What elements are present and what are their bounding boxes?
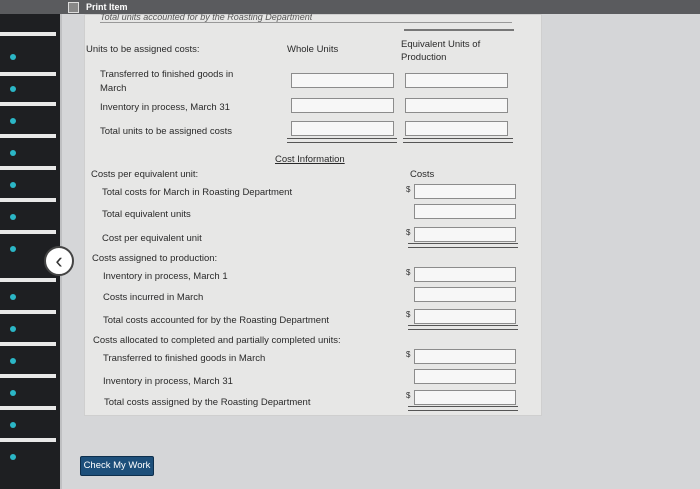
strip-mark	[0, 102, 56, 106]
whole-units-inventory-input[interactable]	[291, 98, 394, 113]
progress-dot	[10, 54, 16, 60]
costs-incurred-label: Costs incurred in March	[103, 292, 204, 303]
divider	[404, 29, 514, 31]
dollar-sign: $	[406, 185, 411, 194]
double-underline	[287, 138, 397, 143]
row-label-total-units: Total units to be assigned costs	[100, 126, 233, 137]
total-costs-march-label: Total costs for March in Roasting Department	[102, 187, 293, 198]
per-unit-heading: Costs per equivalent unit:	[91, 169, 199, 180]
whole-units-total-input[interactable]	[291, 121, 394, 136]
check-my-work-button[interactable]: Check My Work	[80, 456, 154, 476]
inventory-mar31-cost-input[interactable]	[414, 369, 516, 384]
progress-dot	[10, 86, 16, 92]
strip-mark	[0, 134, 56, 138]
progress-dot	[10, 422, 16, 428]
back-button[interactable]	[44, 246, 74, 276]
total-accounted-label: Total costs accounted for by the Roasting Department	[103, 315, 330, 326]
transferred-cost-label: Transferred to finished goods in March	[103, 353, 266, 364]
total-costs-march-input[interactable]	[414, 184, 516, 199]
allocated-heading: Costs allocated to completed and partially completed units:	[93, 335, 341, 346]
costs-header: Costs	[410, 169, 435, 180]
strip-mark	[0, 230, 56, 234]
equiv-units-transferred-input[interactable]	[405, 73, 508, 88]
inventory-mar1-input[interactable]	[414, 267, 516, 282]
transferred-cost-input[interactable]	[414, 349, 516, 364]
inventory-mar1-label: Inventory in process, March 1	[103, 271, 228, 282]
progress-dot	[10, 390, 16, 396]
costs-incurred-input[interactable]	[414, 287, 516, 302]
double-underline	[408, 406, 518, 411]
cost-info-title: Cost Information	[275, 154, 345, 165]
progress-dot	[10, 214, 16, 220]
whole-units-transferred-input[interactable]	[291, 73, 394, 88]
progress-dot	[10, 294, 16, 300]
dollar-sign: $	[406, 350, 411, 359]
chevron-left-icon: ‹	[55, 248, 63, 273]
progress-dot	[10, 326, 16, 332]
inventory-mar31-cost-label: Inventory in process, March 31	[103, 376, 233, 387]
strip-mark	[0, 438, 56, 442]
strip-mark	[0, 374, 56, 378]
strip-mark	[0, 310, 56, 314]
dollar-sign: $	[406, 391, 411, 400]
equiv-units-inventory-input[interactable]	[405, 98, 508, 113]
row-label-transferred: Transferred to finished goods in March	[100, 69, 234, 94]
progress-dot	[10, 454, 16, 460]
progress-dot	[10, 150, 16, 156]
strip-mark	[0, 32, 56, 36]
strip-mark	[0, 278, 56, 282]
dollar-sign: $	[406, 228, 411, 237]
equiv-units-header: Equivalent Units of Production	[401, 39, 481, 63]
dollar-sign: $	[406, 310, 411, 319]
progress-dot	[10, 358, 16, 364]
assigned-heading: Costs assigned to production:	[92, 253, 218, 264]
print-icon	[68, 2, 79, 13]
total-accounted-input[interactable]	[414, 309, 516, 324]
clipped-header: Total units accounted for by the Roasting Department	[100, 14, 313, 22]
cost-per-unit-label: Cost per equivalent unit	[102, 233, 202, 244]
dollar-sign: $	[406, 268, 411, 277]
total-equiv-units-input[interactable]	[414, 204, 516, 219]
row-label-inventory-mar31: Inventory in process, March 31	[100, 102, 230, 113]
total-assigned-input[interactable]	[414, 390, 516, 405]
strip-mark	[0, 406, 56, 410]
whole-units-header: Whole Units	[287, 44, 339, 55]
total-assigned-label: Total costs assigned by the Roasting Department	[104, 397, 311, 408]
units-heading: Units to be assigned costs:	[86, 44, 200, 55]
progress-dot	[10, 182, 16, 188]
window-title: Print Item	[86, 2, 128, 12]
equiv-units-total-input[interactable]	[405, 121, 508, 136]
strip-mark	[0, 166, 56, 170]
strip-mark	[0, 198, 56, 202]
progress-dot	[10, 246, 16, 252]
title-bar	[0, 0, 700, 14]
strip-mark	[0, 72, 56, 76]
divider	[100, 22, 512, 23]
double-underline	[408, 243, 518, 248]
double-underline	[403, 138, 513, 143]
total-equiv-units-label: Total equivalent units	[102, 209, 191, 220]
cost-per-unit-input[interactable]	[414, 227, 516, 242]
progress-dot	[10, 118, 16, 124]
double-underline	[408, 325, 518, 330]
strip-mark	[0, 342, 56, 346]
